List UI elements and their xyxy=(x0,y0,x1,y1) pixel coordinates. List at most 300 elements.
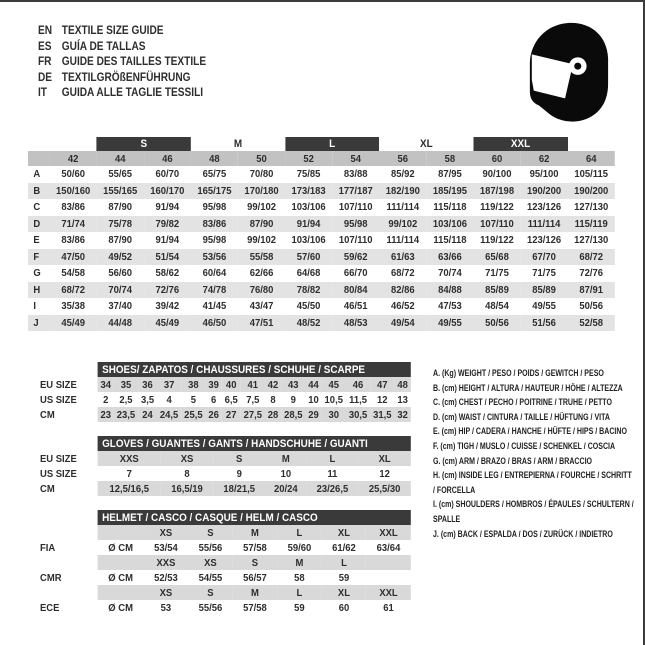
subtable-row xyxy=(40,570,411,585)
measurement-cell: 70/80 xyxy=(249,168,274,181)
measurement-cell: 95/98 xyxy=(332,216,379,233)
measurement-cell: 46/52 xyxy=(390,300,415,313)
row-letter: I xyxy=(33,300,37,313)
subtable-cell: Ø CM xyxy=(108,571,133,584)
measurement-cell: 52/58 xyxy=(568,315,615,332)
measurement-cell: 61/63 xyxy=(379,249,426,266)
measurement-row xyxy=(28,265,615,282)
subtable-cell: 16,5/19 xyxy=(161,481,213,496)
measurement-cell: 83/86 xyxy=(191,216,238,233)
subtable-row xyxy=(40,451,411,466)
measurement-cell: 55/65 xyxy=(108,168,133,181)
language-code: FR xyxy=(38,56,52,68)
subtable-cell: 61 xyxy=(383,601,394,614)
size-number-cell: 52 xyxy=(285,151,332,166)
subtable-cell: 57/58 xyxy=(243,541,267,554)
measurement-cell: 83/86 xyxy=(61,201,85,214)
measurement-cell: 49/55 xyxy=(532,300,556,313)
racing-helmet-icon xyxy=(524,19,612,130)
language-code: DE xyxy=(38,71,53,84)
subtable-cell: 45 xyxy=(322,377,346,392)
shoes-table xyxy=(40,362,411,422)
language-title: GUIDE DES TAILLES TEXTILE xyxy=(61,56,207,68)
measurement-cell: 57/60 xyxy=(285,249,332,266)
measurement-cell: 165/175 xyxy=(191,183,238,200)
subtable-title-row xyxy=(40,362,411,377)
measurement-cell: 74/78 xyxy=(191,282,238,299)
language-row xyxy=(38,40,206,56)
subtable-row-label xyxy=(40,555,98,570)
size-number-cell: 50 xyxy=(238,151,285,166)
subtable-cell: 38 xyxy=(181,377,205,392)
legend-item: G. (cm) ARM / BRAZO / BRAS / ARM / BRACCIO xyxy=(433,455,592,466)
measurement-row xyxy=(28,232,615,249)
subtable-cell: L xyxy=(306,451,358,466)
subtable-cell: 23,5 xyxy=(114,407,138,422)
measurement-cell: 85/92 xyxy=(390,168,415,181)
subtable-row xyxy=(40,525,411,540)
measurement-row xyxy=(28,315,615,332)
measurement-row xyxy=(28,298,615,315)
subtable-title: SHOES/ ZAPATOS / CHAUSSURES / SCHUHE / SCARPE xyxy=(98,362,411,377)
measurement-cell: 76/80 xyxy=(238,282,285,299)
measurement-cell: 103/106 xyxy=(291,201,326,214)
measurement-cell: 103/106 xyxy=(426,216,473,233)
subtable-title-row xyxy=(40,436,411,451)
legend-item: J. (cm) BACK / ESPALDA / DOS / ZURÜCK / INDIETRO xyxy=(433,528,613,539)
subtable-cell: 57/58 xyxy=(243,601,267,614)
row-letter: A xyxy=(33,168,41,181)
measurement-cell: 51/54 xyxy=(144,249,191,266)
measurement-cell: 107/110 xyxy=(338,201,373,214)
size-number-cell: 46 xyxy=(144,151,191,166)
subtable-row-label: CMR xyxy=(40,570,98,585)
measurement-cell: 111/114 xyxy=(521,216,568,233)
subtable-row xyxy=(40,392,411,407)
row-letter: C xyxy=(33,201,41,214)
measurement-cell: 58/62 xyxy=(155,267,180,280)
measurement-cell: 48/53 xyxy=(332,315,379,332)
subtable-cell: 54/55 xyxy=(198,571,223,584)
subtable-cell: XS xyxy=(188,555,233,570)
subtable-cell: 2,5 xyxy=(119,393,133,406)
measurement-cell: 68/72 xyxy=(390,267,415,280)
subtable-cell: XL xyxy=(322,585,367,600)
measurement-cell: 71/74 xyxy=(50,216,97,233)
measurement-cell: 173/183 xyxy=(285,183,332,200)
subtable-cell: 30 xyxy=(322,407,346,422)
legend-item: E. (cm) HIP / CADERA / HANCHE / HÜFTE / HIPS / BACINO xyxy=(433,426,627,437)
size-group-cell: XXL xyxy=(473,137,567,151)
measurement-cell: 85/89 xyxy=(521,282,568,299)
measurement-cell: 71/75 xyxy=(485,267,509,280)
row-letter: G xyxy=(33,267,41,280)
subtable-cell: XXL xyxy=(366,585,411,600)
measurement-cell: 44/48 xyxy=(97,315,144,332)
subtable-cell: L xyxy=(322,555,367,570)
measurement-cell: 87/95 xyxy=(438,168,462,181)
subtable-title-row xyxy=(40,510,411,525)
subtable-cell: 37 xyxy=(157,377,181,392)
subtable-cell: S xyxy=(188,585,233,600)
subtable-cell: 7 xyxy=(126,467,132,480)
measurement-cell: 111/114 xyxy=(386,201,420,214)
measurement-cell: 91/94 xyxy=(285,216,332,233)
subtable-row xyxy=(40,600,411,615)
subtable-cell: M xyxy=(277,555,322,570)
row-letter: H xyxy=(28,282,50,299)
measurement-cell: 72/76 xyxy=(579,267,604,280)
measurement-cell: 84/88 xyxy=(426,282,473,299)
measurement-cell: 47/50 xyxy=(50,249,97,266)
measurement-cell: 90/100 xyxy=(482,168,512,181)
subtable-cell: 42 xyxy=(265,377,281,392)
subtable-cell: 24,5 xyxy=(157,407,181,422)
subtable-cell: 9 xyxy=(236,467,242,480)
measurement-cell: 68/72 xyxy=(568,249,615,266)
language-title: GUIDA ALLE TAGLIE TESSILI xyxy=(61,87,204,99)
measurement-cell: 79/82 xyxy=(144,216,191,233)
measurement-cell: 87/90 xyxy=(108,234,133,247)
measurement-cell: 35/38 xyxy=(61,300,85,313)
measurement-cell: 185/195 xyxy=(426,183,473,200)
legend-list xyxy=(433,366,635,541)
subtable-cell: 56/57 xyxy=(243,571,267,584)
subtable-cell: 32 xyxy=(394,407,410,422)
size-number-cell: 44 xyxy=(97,151,144,166)
measurement-cell: 45/49 xyxy=(144,315,191,332)
measurement-cell: 48/54 xyxy=(485,300,509,313)
subtable-cell: 39 xyxy=(206,377,222,392)
size-number-cell: 48 xyxy=(191,151,238,166)
size-group-cell: XL xyxy=(379,137,473,151)
measurement-cell: 107/110 xyxy=(338,234,373,247)
measurement-row xyxy=(28,216,615,233)
subtable-cell xyxy=(366,555,411,570)
measurement-cell: 150/160 xyxy=(50,183,97,200)
measurement-cell: 190/200 xyxy=(521,183,568,200)
subtable-cell: 31,5 xyxy=(370,407,394,422)
subtable-cell: 55/56 xyxy=(198,601,223,614)
subtable-row xyxy=(40,585,411,600)
subtable-cell: 41 xyxy=(241,377,265,392)
subtable-cell: L xyxy=(277,585,322,600)
measurement-cell: 45/49 xyxy=(50,315,97,332)
size-number-cell: 42 xyxy=(50,151,97,166)
language-code: ES xyxy=(38,40,52,53)
size-number-cell: 54 xyxy=(332,151,379,166)
measurement-cell: 53/56 xyxy=(191,249,238,266)
measurement-cell: 99/102 xyxy=(247,201,276,214)
subtable-cell: 59 xyxy=(338,571,350,584)
measurement-cell: 70/74 xyxy=(438,267,462,280)
measurement-cell: 37/40 xyxy=(108,300,133,313)
subtable-row xyxy=(40,555,411,570)
subtable-cell: Ø CM xyxy=(108,601,133,614)
subtable-cell xyxy=(98,525,144,540)
measurement-cell: 187/198 xyxy=(473,183,520,200)
subtable-cell: 28,5 xyxy=(281,407,305,422)
subtable-cell: XS xyxy=(144,525,189,540)
measurement-cell: 87/90 xyxy=(108,201,133,214)
measurement-cell: 91/94 xyxy=(155,234,180,247)
subtable-cell: S xyxy=(213,451,265,466)
subtable-cell: 10 xyxy=(280,467,292,480)
language-title: TEXTILGRÖßENFÜHRUNG xyxy=(61,71,191,84)
subtable-cell: 11,5 xyxy=(349,393,367,406)
measurement-cell: 123/126 xyxy=(527,234,562,247)
subtable-cell: L xyxy=(277,525,322,540)
subtable-cell: XS xyxy=(144,585,189,600)
measurement-cell: 82/86 xyxy=(379,282,426,299)
row-letter: E xyxy=(33,234,40,247)
subtable-row xyxy=(40,481,411,496)
row-letter: F xyxy=(28,249,50,266)
subtable-cell: 36 xyxy=(138,377,157,392)
size-number-cell: 56 xyxy=(379,151,426,166)
subtable-cell: 24 xyxy=(138,407,157,422)
subtable-cell: 12,5/16,5 xyxy=(98,481,161,496)
measurement-cell: 177/187 xyxy=(332,183,379,200)
subtable-cell: 23 xyxy=(98,407,114,422)
measurement-row xyxy=(28,199,615,216)
row-letter: B xyxy=(28,183,50,200)
subtable-cell: 7,5 xyxy=(246,393,260,406)
subtable-cell xyxy=(366,570,411,585)
subtable-cell: 29 xyxy=(305,407,321,422)
size-group-cell: M xyxy=(191,137,285,151)
measurement-cell: 55/58 xyxy=(238,249,285,266)
measurement-cell: 115/118 xyxy=(433,234,467,247)
subtable-cell: XS xyxy=(161,451,213,466)
size-group-cell: L xyxy=(285,137,379,151)
subtable-cell: 30,5 xyxy=(346,407,370,422)
measurement-cell: 49/55 xyxy=(426,315,473,332)
subtable-row-label: EU SIZE xyxy=(40,377,98,392)
subtable-cell: 35 xyxy=(114,377,138,392)
subtable-cell: XL xyxy=(322,525,367,540)
measurement-row xyxy=(28,249,615,266)
measurement-cell: 59/62 xyxy=(332,249,379,266)
subtable-row-label: CM xyxy=(40,407,98,422)
measurement-cell: 95/98 xyxy=(202,234,227,247)
subtable-cell: XXS xyxy=(144,555,189,570)
measurement-cell: 71/75 xyxy=(532,267,556,280)
subtable-row xyxy=(40,377,411,392)
subtable-cell: XL xyxy=(359,451,411,466)
measurement-cell: 56/60 xyxy=(108,267,133,280)
measurement-cell: 119/122 xyxy=(480,234,514,247)
helmet-table xyxy=(40,510,411,615)
subtable-cell: M xyxy=(233,525,278,540)
subtable-row-label xyxy=(40,525,98,540)
subtable-row xyxy=(40,540,411,555)
subtable-cell: 23/26,5 xyxy=(306,481,358,496)
language-row xyxy=(38,24,206,40)
measurement-cell: 60/64 xyxy=(202,267,227,280)
size-number-cell: 64 xyxy=(568,151,615,166)
measurement-cell: 155/165 xyxy=(97,183,144,200)
legend-item: B. (cm) HEIGHT / ALTURA / HAUTEUR / HÖHE / ALTEZZA xyxy=(433,382,623,393)
subtable-cell: XXS xyxy=(98,451,161,466)
legend-item: A. (Kg) WEIGHT / PESO / POIDS / GEWITCH / PESO xyxy=(433,368,604,378)
measurement-cell: 111/114 xyxy=(386,234,420,247)
measurement-cell: 75/78 xyxy=(97,216,144,233)
measurement-cell: 43/47 xyxy=(249,300,274,313)
measurement-cell: 50/60 xyxy=(61,168,85,181)
subtable-title: HELMET / CASCO / CASQUE / HELM / CASCO xyxy=(98,510,411,525)
subtable-cell: 28 xyxy=(265,407,281,422)
measurement-cell: 72/76 xyxy=(144,282,191,299)
subtable-row-label: FIA xyxy=(40,540,98,555)
language-title: TEXTILE SIZE GUIDE xyxy=(61,25,164,37)
measurement-cell: 87/90 xyxy=(238,216,285,233)
subtable-cell: 18/21,5 xyxy=(213,481,265,496)
measurement-cell: 78/82 xyxy=(285,282,332,299)
subtable-label-spacer xyxy=(40,362,98,377)
subtable-cell: XXL xyxy=(366,525,411,540)
legend-item: F. (cm) TIGH / MUSLO / CUISSE / SCHENKEL / COSCIA xyxy=(433,440,616,451)
subtable-cell: 53/54 xyxy=(154,541,178,554)
size-number-cell: 62 xyxy=(521,151,568,166)
measurement-row xyxy=(28,282,615,299)
subtable-cell: 44 xyxy=(305,377,321,392)
size-group-row xyxy=(28,137,615,151)
subtables-column xyxy=(40,362,411,629)
measurement-cell: 64/68 xyxy=(296,267,321,280)
measurement-cell: 70/74 xyxy=(97,282,144,299)
subtable-cell: 59 xyxy=(294,601,305,614)
measurement-cell: 62/66 xyxy=(249,267,274,280)
measurement-cell: 95/100 xyxy=(529,168,559,181)
measurement-cell: 115/119 xyxy=(568,216,615,233)
subtable-title: GLOVES / GUANTES / GANTS / HANDSCHUHE / GUANTI xyxy=(98,436,411,451)
measurement-cell: 47/53 xyxy=(438,300,462,313)
measurement-cell: 75/85 xyxy=(296,168,321,181)
measurement-cell: 46/50 xyxy=(191,315,238,332)
measurement-cell: 54/58 xyxy=(61,267,85,280)
measurement-cell: 99/102 xyxy=(247,234,276,247)
subtable-cell: 52/53 xyxy=(154,571,178,584)
subtable-row-label: US SIZE xyxy=(40,392,98,407)
language-title: GUÍA DE TALLAS xyxy=(61,40,146,53)
measurement-cell: 170/180 xyxy=(238,183,285,200)
subtable-cell: Ø CM xyxy=(108,541,133,554)
subtable-cell: 12 xyxy=(377,393,388,406)
subtable-cell: 11 xyxy=(327,467,338,480)
letter-col-spacer xyxy=(28,151,50,166)
measurement-cell: 47/51 xyxy=(238,315,285,332)
subtable-row-label xyxy=(40,585,98,600)
subtable-label-spacer xyxy=(40,436,98,451)
subtable-cell: 6 xyxy=(211,393,217,406)
subtable-cell xyxy=(98,585,144,600)
subtable-cell: S xyxy=(233,555,278,570)
measurement-cell: 66/70 xyxy=(343,267,368,280)
measurement-cell: 160/170 xyxy=(144,183,191,200)
size-group-cell xyxy=(50,137,97,151)
subtable-cell: 13 xyxy=(397,393,408,406)
subtable-cell: 20/24 xyxy=(265,481,306,496)
size-number-cell: 58 xyxy=(426,151,473,166)
subtable-label-spacer xyxy=(40,510,98,525)
subtable-cell: 2 xyxy=(103,393,109,406)
subtable-cell: 47 xyxy=(370,377,394,392)
measurement-cell: 65/75 xyxy=(202,168,227,181)
measurement-cell: 50/56 xyxy=(473,315,520,332)
subtable-cell: 8 xyxy=(184,467,190,480)
language-row xyxy=(38,86,206,102)
measurement-cell: 48/52 xyxy=(285,315,332,332)
subtable-cell: 60 xyxy=(338,601,350,614)
letter-col-spacer xyxy=(28,137,50,151)
subtable-cell: 46 xyxy=(346,377,370,392)
measurement-cell: 87/91 xyxy=(568,282,615,299)
measurement-cell: 41/45 xyxy=(202,300,227,313)
measurement-row xyxy=(28,183,615,200)
subtable-cell: 3,5 xyxy=(140,393,155,406)
language-row xyxy=(38,55,206,71)
measurement-cell: 105/115 xyxy=(574,168,609,181)
measurement-cell: 83/88 xyxy=(343,168,368,181)
measurement-cell: 123/126 xyxy=(527,201,562,214)
subtable-row xyxy=(40,466,411,481)
measurement-cell: 115/118 xyxy=(433,201,467,214)
subtable-cell: 4 xyxy=(166,393,172,406)
subtable-cell: 43 xyxy=(281,377,305,392)
subtable-cell: 59/60 xyxy=(287,541,312,554)
measurement-cell: 107/110 xyxy=(473,216,520,233)
measurement-cell: 190/200 xyxy=(568,183,615,200)
measurement-cell: 68/72 xyxy=(50,282,97,299)
subtable-cell: 55/56 xyxy=(198,541,223,554)
language-code: EN xyxy=(38,25,53,37)
subtable-cell: S xyxy=(188,525,233,540)
subtable-cell: 9 xyxy=(290,393,296,406)
size-number-cell: 60 xyxy=(473,151,520,166)
measurement-cell: 95/98 xyxy=(202,201,227,214)
subtable-cell: 8 xyxy=(270,393,276,406)
subtable-cell: 53 xyxy=(160,601,172,614)
measurement-cell: 60/70 xyxy=(155,168,180,181)
size-number-row xyxy=(28,151,615,166)
subtable-row-label: ECE xyxy=(40,600,98,615)
size-group-cell: S xyxy=(97,137,191,151)
subtable-cell: 25,5 xyxy=(181,407,205,422)
subtable-cell: 40 xyxy=(222,377,241,392)
subtable-cell: 27 xyxy=(222,407,241,422)
gloves-table xyxy=(40,436,411,496)
subtable-cell: 5 xyxy=(190,393,197,406)
legend-item: I. (cm) SHOULDERS / HOMBROS / ÉPAULES / SCHULTERN / SPALLE xyxy=(433,499,634,524)
measurement-cell: 91/94 xyxy=(155,201,180,214)
subtable-cell: 10 xyxy=(308,393,319,406)
subtable-row-label: US SIZE xyxy=(40,466,98,481)
subtable-cell: 25,5/30 xyxy=(359,481,411,496)
subtable-cell: 34 xyxy=(98,377,114,392)
size-group-cell xyxy=(568,137,615,151)
measurement-cell: 63/66 xyxy=(426,249,473,266)
subtable-cell: 27,5 xyxy=(241,407,265,422)
racing-helmet-glyph xyxy=(524,19,612,125)
legend-item: C. (cm) CHEST / PECHO / POITRINE / TRUHE / PETTO xyxy=(433,397,612,408)
measurement-cell: 103/106 xyxy=(291,234,326,247)
subtable-cell: M xyxy=(265,451,306,466)
measurement-cell: 49/52 xyxy=(97,249,144,266)
subtable-cell: 61/62 xyxy=(332,541,356,554)
measurement-cell: 182/190 xyxy=(379,183,426,200)
measurement-cell: 51/56 xyxy=(521,315,568,332)
